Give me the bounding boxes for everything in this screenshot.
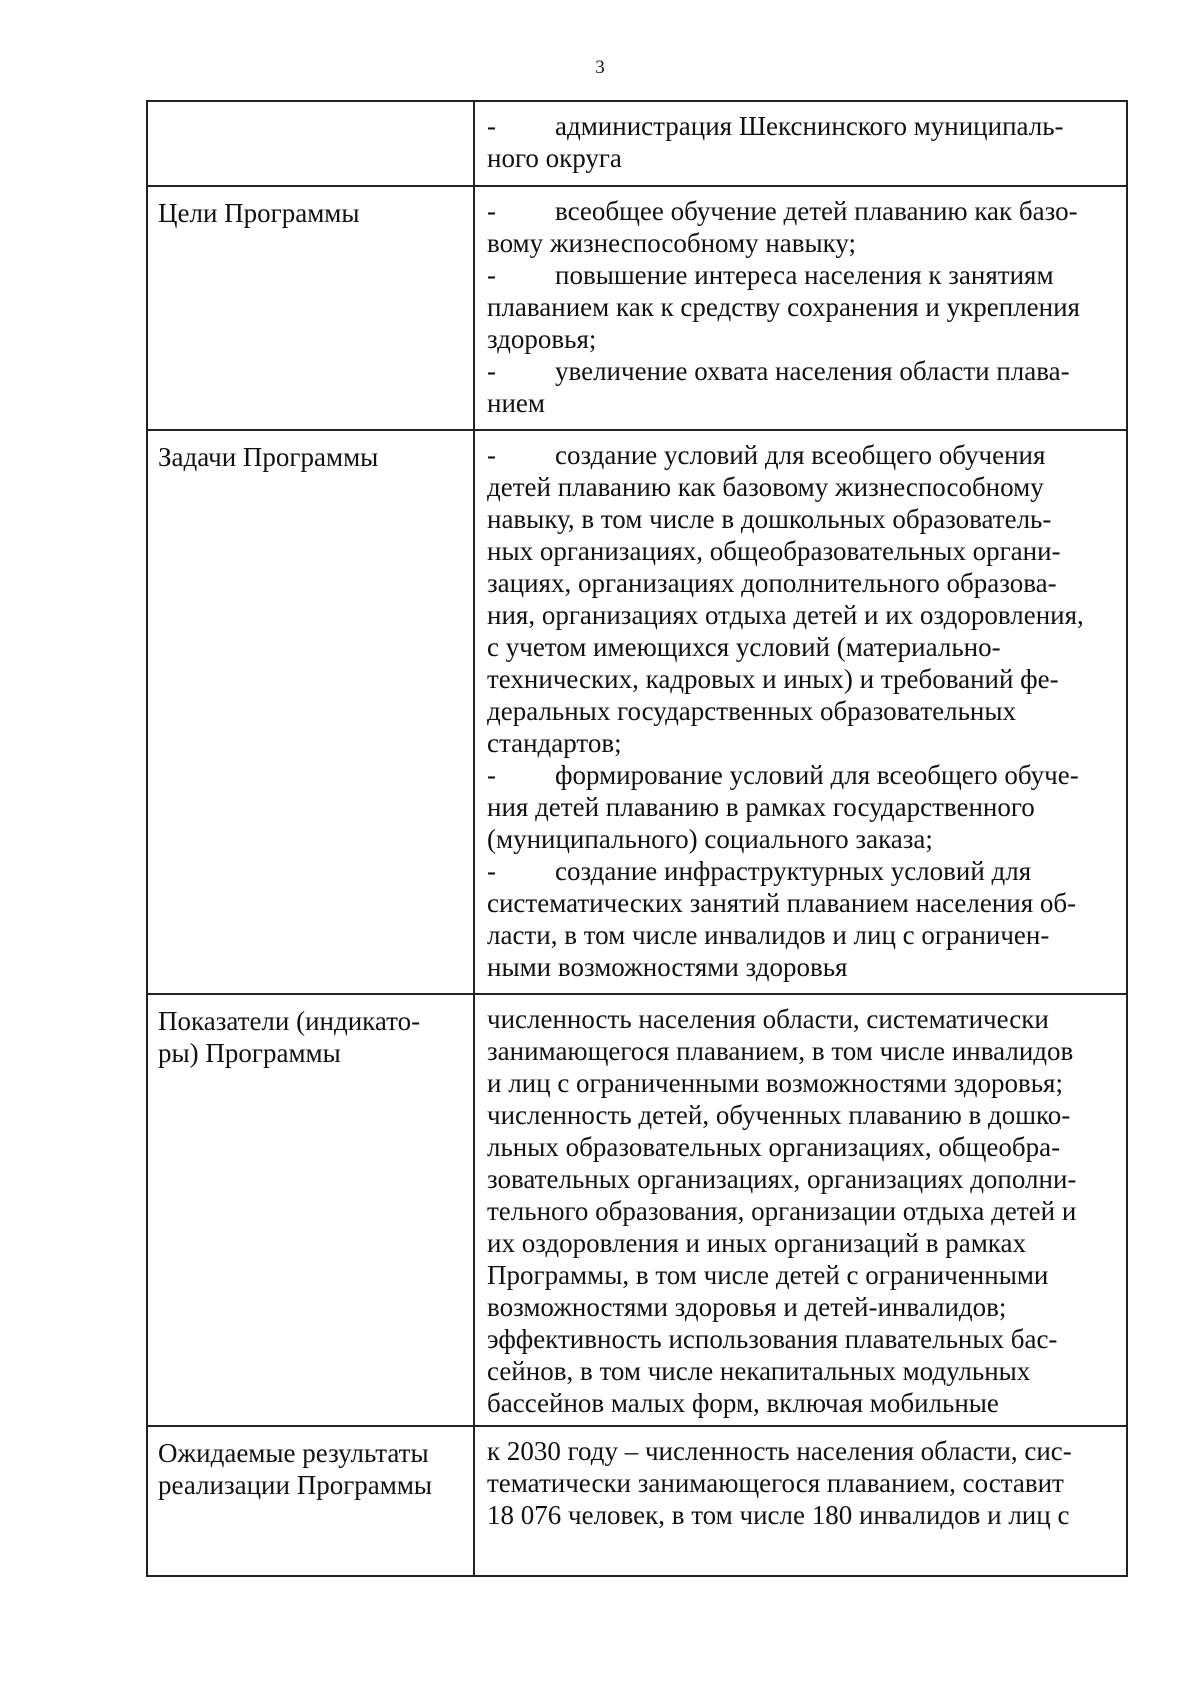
row-label-line: Цели Программы <box>158 198 360 228</box>
content-line-text: плаванием как к средству сохранения и укрепления <box>487 292 1080 322</box>
row-label-line: Задачи Программы <box>158 442 379 472</box>
content-line <box>487 855 1114 887</box>
content-line-text: администрация Шекснинского муниципаль- <box>555 111 1064 141</box>
content-line-text: 18 076 человек, в том числе 180 инвалидов и лиц с <box>487 1500 1070 1530</box>
content-line <box>487 919 1114 951</box>
content-line <box>487 227 1114 259</box>
content-line <box>487 535 1114 567</box>
table-row <box>147 994 1127 1426</box>
table-row <box>147 186 1127 430</box>
content-line <box>487 1131 1114 1163</box>
content-line <box>487 631 1114 663</box>
row-label-cell <box>147 101 474 186</box>
row-content-cell <box>474 1426 1127 1576</box>
content-line-text: льных образовательных организациях, общеобра- <box>487 1132 1061 1162</box>
content-line-text: ными возможностями здоровья <box>487 952 848 982</box>
content-line-text: их оздоровления и иных организаций в рамках <box>487 1228 1026 1258</box>
content-line-text: повышение интереса населения к занятиям <box>555 260 1054 290</box>
content-line-text: эффективность использования плавательных бас- <box>487 1324 1058 1354</box>
content-line-text: тельного образования, организации отдыха детей и <box>487 1196 1077 1226</box>
program-passport-table <box>146 100 1128 1577</box>
content-line <box>487 1435 1114 1467</box>
content-line <box>487 1227 1114 1259</box>
list-dash-marker: - <box>487 356 496 386</box>
content-line-text: детей плаванию как базовому жизнеспособному <box>487 472 1044 502</box>
content-line <box>487 599 1114 631</box>
content-line-text: численность детей, обученных плаванию в дошко- <box>487 1100 1071 1130</box>
content-line <box>487 503 1114 535</box>
content-line <box>487 1291 1114 1323</box>
content-line <box>487 439 1114 471</box>
content-line <box>487 1259 1114 1291</box>
content-line-text: ния, организациях отдыха детей и их оздоровления, <box>487 600 1084 630</box>
list-dash-marker: - <box>487 111 496 141</box>
row-content-cell <box>474 186 1127 430</box>
content-line <box>487 1003 1114 1035</box>
content-line-text: (муниципального) социального заказа; <box>487 824 933 854</box>
content-line <box>487 1195 1114 1227</box>
list-dash-marker: - <box>487 260 496 290</box>
content-line-text: зовательных организациях, организациях дополни- <box>487 1164 1077 1194</box>
content-line <box>487 355 1114 387</box>
content-line-text: занимающегося плаванием, в том числе инвалидов <box>487 1036 1074 1066</box>
row-content-cell <box>474 101 1127 186</box>
row-label-cell <box>147 1426 474 1576</box>
content-line-text: создание условий для всеобщего обучения <box>555 440 1046 470</box>
row-label-line: Ожидаемые результаты <box>158 1438 429 1468</box>
row-label-cell <box>147 186 474 430</box>
content-line-text: численность населения области, систематически <box>487 1004 1049 1034</box>
content-line <box>487 823 1114 855</box>
content-line-text: создание инфраструктурных условий для <box>555 856 1032 886</box>
content-line-text: и лиц с ограниченными возможностями здоровья; <box>487 1068 1063 1098</box>
content-line <box>487 471 1114 503</box>
content-line <box>487 1355 1114 1387</box>
content-line <box>487 791 1114 823</box>
content-line <box>487 1163 1114 1195</box>
content-line <box>487 259 1114 291</box>
list-dash-marker: - <box>487 196 496 226</box>
content-line-text: формирование условий для всеобщего обуче- <box>555 760 1079 790</box>
content-line-text: здоровья; <box>487 324 597 354</box>
row-label-cell <box>147 994 474 1426</box>
content-line <box>487 110 1114 142</box>
content-line-text: увеличение охвата населения области плава- <box>555 356 1070 386</box>
content-line-text: ния детей плаванию в рамках государственного <box>487 792 1035 822</box>
content-line-text: технических, кадровых и иных) и требований фе- <box>487 664 1059 694</box>
content-line <box>487 1035 1114 1067</box>
row-content-cell <box>474 994 1127 1426</box>
content-line <box>487 727 1114 759</box>
row-label-line: реализации Программы <box>158 1470 433 1500</box>
row-label-line: ры) Программы <box>158 1038 341 1068</box>
content-line-text: ного округа <box>487 143 622 173</box>
content-line-text: ных организациях, общеобразовательных органи- <box>487 536 1061 566</box>
content-line <box>487 387 1114 419</box>
content-line <box>487 1499 1114 1531</box>
content-line-text: тематически занимающегося плаванием, составит <box>487 1468 1064 1498</box>
content-line-text: деральных государственных образовательных <box>487 696 1017 726</box>
content-line <box>487 195 1114 227</box>
content-line <box>487 291 1114 323</box>
content-line <box>487 1067 1114 1099</box>
table-row <box>147 101 1127 186</box>
page-number: 3 <box>595 57 605 78</box>
content-line <box>487 663 1114 695</box>
content-line <box>487 951 1114 983</box>
row-label-line: Показатели (индикато- <box>158 1006 421 1036</box>
content-line <box>487 695 1114 727</box>
row-label-cell <box>147 430 474 994</box>
content-line-text: Программы, в том числе детей с ограниченными <box>487 1260 1049 1290</box>
content-line-text: бассейнов малых форм, включая мобильные <box>487 1388 999 1418</box>
content-line-text: вому жизнеспособному навыку; <box>487 228 857 258</box>
content-line <box>487 1387 1114 1419</box>
content-line-text: к 2030 году – численность населения области, сис- <box>487 1436 1072 1466</box>
list-dash-marker: - <box>487 440 496 470</box>
content-line-text: ласти, в том числе инвалидов и лиц с ограничен- <box>487 920 1050 950</box>
content-line-text: зациях, организациях дополнительного образова- <box>487 568 1057 598</box>
content-line-text: систематических занятий плаванием населения об- <box>487 888 1077 918</box>
content-line <box>487 1467 1114 1499</box>
content-line-text: с учетом имеющихся условий (материально- <box>487 632 1001 662</box>
content-line-text: всеобщее обучение детей плаванию как базо- <box>555 196 1078 226</box>
list-dash-marker: - <box>487 760 496 790</box>
table-row <box>147 430 1127 994</box>
content-line <box>487 142 1114 174</box>
content-line <box>487 1099 1114 1131</box>
content-line-text: нием <box>487 388 545 418</box>
content-line <box>487 759 1114 791</box>
content-line <box>487 1323 1114 1355</box>
list-dash-marker: - <box>487 856 496 886</box>
content-line <box>487 887 1114 919</box>
content-line-text: возможностями здоровья и детей-инвалидов; <box>487 1292 1007 1322</box>
content-line-text: сейнов, в том числе некапитальных модульных <box>487 1356 1031 1386</box>
content-line-text: стандартов; <box>487 728 622 758</box>
row-content-cell <box>474 430 1127 994</box>
content-line-text: навыку, в том числе в дошкольных образователь- <box>487 504 1052 534</box>
content-line <box>487 567 1114 599</box>
table-row <box>147 1426 1127 1576</box>
content-line <box>487 323 1114 355</box>
